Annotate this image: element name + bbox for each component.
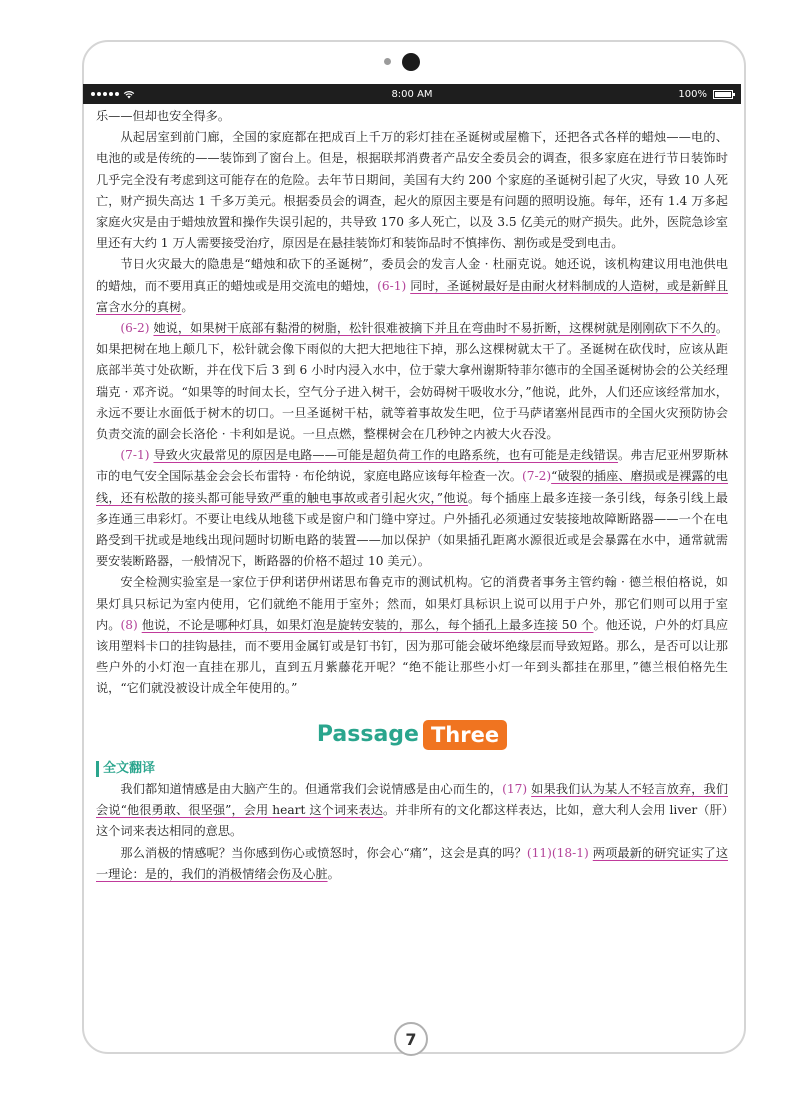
sensor-dot [384,58,391,65]
battery-percent: 100% [678,88,707,100]
question-tag: (8) [120,617,138,632]
camera-icon [402,53,420,71]
key-sentence: 同时，圣诞树最好是由耐火材料制成的人造树，或是新鲜且富含水分的真树 [96,278,728,314]
key-sentence: 他说，不论是哪种灯具，如果灯泡是旋转安装的，那么，每个插孔上最多连接 50 个 [141,617,594,632]
question-tag: (6-1) [377,278,407,293]
status-bar [83,84,741,104]
paragraph: 乐——但却也安全得多。 [96,109,231,123]
paragraph: (7-1) 导致火灾最常见的原因是电路——可能是超负荷工作的电路系统，也有可能是走线错误。弗吉尼亚州罗斯林市的电气安全国际基金会会长布雷特 · 布伦纳说，家庭电路应该每年检查一次。(7-2)“破裂的插座、磨损或是裸露的电线，还有松散的接头都可能导致严重的触电事故或者引起火灾，”他说。每个插座上最多连接一条引线，每条引线上最多连通三串彩灯。不要让电线从地毯下或是窗户和门缝中穿过。户外插孔必须通过安装接地故障断路器——一个在电路受到干扰或是地线出现问题时切断电路的装置——加以保护（如果插孔距离水源很近或是会暴露在水中，通常就需要安装断路器，一般情况下，断路器的价格不超过 10 美元）。 [96,448,728,569]
key-sentence: “破裂的插座、磨损或是裸露的电线，还有松散的接头都可能导致严重的触电事故或者引起火灾，”他说 [96,469,728,505]
question-tag: (7-1) [120,448,150,463]
page-number: 7 [394,1022,428,1056]
passage-number: Three [423,720,507,750]
paragraph: 我们都知道情感是由大脑产生的。但通常我们会说情感是由心而生的，(17) 如果我们认为某人不轻言放弃，我们会说“他很勇敢、很坚强”，会用 heart 这个词来表达。并非所有的文化都这样表达，比如，意大利人会用 liver（肝）这个词来表达相同的意思。 [96,781,728,839]
question-tag: (17) [502,781,528,796]
paragraph: 那么消极的情感呢？当你感到伤心或愤怒时，你会心“痛”，这会是真的吗？(11)(18-1) 两项最新的研究证实了这一理论：是的，我们的消极情绪会伤及心脏。 [96,845,728,881]
wifi-icon [123,90,135,99]
status-right [593,89,733,100]
document-content [96,106,728,1006]
question-tag: (7-2) [522,469,552,484]
paragraph: 安全检测实验室是一家位于伊利诺伊州诺思布鲁克市的测试机构。它的消费者事务主管约翰 · 德兰根伯格说，如果灯具只标记为室内使用，它们就绝不能用于室外；然而，如果灯具标识上说可以用于户外，那它们则可以用于室内。(8) 他说，不论是哪种灯具，如果灯泡是旋转安装的，那么，每个插孔上最多连接 50 个。他还说，户外的灯具应该用塑料卡口的挂钩悬挂，而不要用金属钉或是钉书钉，因为那可能会破坏绝缘层而导致短路。那么，是否可以让那些户外的小灯泡一直挂在那儿，直到五月紫藤花开呢？“绝不能让那些小灯一年到头都挂在那里，”德兰根伯格先生说，“它们就没被设计成全年使用的。” [96,575,728,696]
status-left [91,90,231,99]
question-tag: (11)(18-1) [526,845,589,860]
key-sentence: 她说，如果树干底部有黏滑的树脂，松针很难被摘下并且在弯曲时不易折断，这棵树就是刚刚砍下不久的 [153,321,716,336]
passage-label: Passage [316,722,419,748]
status-time: 8:00 AM [391,88,433,100]
key-sentence: 两项最新的研究证实了这一理论：是的，我们的消极情绪会伤及心脏 [96,845,728,881]
passage-title [96,718,728,752]
paragraph: 节日火灾最大的隐患是“蜡烛和砍下的圣诞树”，委员会的发言人金 · 杜丽克说。她还说，该机构建议用电池供电的蜡烛，而不要用真正的蜡烛或是用交流电的蜡烛，(6-1) 同时，圣诞树最好是由耐火材料制成的人造树，或是新鲜且富含水分的真树。 [96,257,728,314]
question-tag: (6-2) [120,321,150,336]
section-label: 全文翻译 [96,761,155,777]
paragraph: (6-2) 她说，如果树干底部有黏滑的树脂，松针很难被摘下并且在弯曲时不易折断，这棵树就是刚刚砍下不久的。如果把树在地上颠几下，松针就会像下雨似的大把大把地往下掉，那么这棵树就太干了。圣诞树在砍伐时，应该从距底部半英寸处砍断，并在伐下后 3 到 6 小时内浸入水中，位于蒙大拿州谢斯特菲尔德市的全国圣诞树协会的公关经理瑞克 · 邓齐说。“如果等的时间太长，空气分子进入树干，会妨碍树干吸收水分，”他说，此外，人们还应该经常加水，永远不要让水面低于树木的切口。一旦圣诞树干枯，就等着事故发生吧，位于马萨诸塞州昆西市的全国火灾预防协会负责交流的副会长洛伦 · 卡利如是说。一旦点燃，整棵树会在几秒钟之内被大火吞没。 [96,321,728,442]
signal-icon [91,92,119,96]
key-sentence: 如果我们认为某人不轻言放弃，我们会说“他很勇敢、很坚强”，会用 heart 这个词来表达 [96,781,728,818]
key-sentence: 导致火灾最常见的原因是电路——可能是超负荷工作的电路系统，也有可能是走线错误 [153,448,619,463]
battery-icon [713,90,733,99]
paragraph: 从起居室到前门廊，全国的家庭都在把成百上千万的彩灯挂在圣诞树或屋檐下，还把各式各样的蜡烛——电的、电池的或是传统的——装饰到了窗台上。但是，根据联邦消费者产品安全委员会的调查，很多家庭在进行节日装饰时几乎完全没有考虑到这可能存在的危险。去年节日期间，美国有大约 200 个家庭的圣诞树引起了火灾，导致 10 人死亡，财产损失高达 1 千多万美元。根据委员会的调查，起火的原因主要是有问题的照明设施。每年，还有 1.4 万多起家庭火灾是由于蜡烛放置和操作失误引起的，共导致 170 多人死亡，以及 3.5 亿美元的财产损失。此外，医院急诊室里还有大约 1 万人需要接受治疗，原因是在悬挂装饰灯和装饰品时不慎摔伤、割伤或是受到电击。 [96,130,728,251]
